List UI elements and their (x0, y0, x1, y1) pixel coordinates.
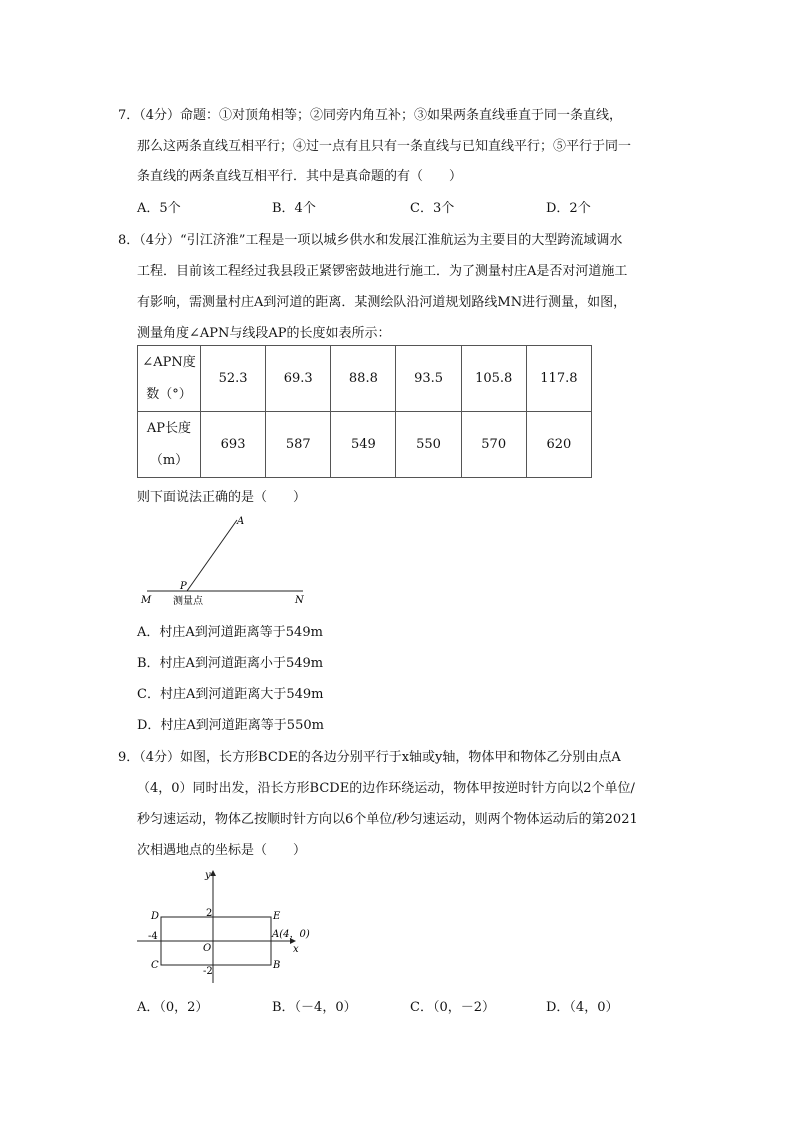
coordinate-figure (135, 868, 325, 988)
origin-label: O (203, 943, 212, 954)
q8-line-3: 有影响，需测量村庄A到河道的距离．某测绘队沿河道规划路线MN进行测量，如图， (137, 295, 627, 310)
point-a-label: A (237, 516, 245, 527)
table-cell: 620 (526, 412, 591, 478)
segment-ap (187, 520, 237, 591)
measurement-table (137, 345, 592, 478)
q8-option-a[interactable]: A．村庄A到河道距离等于549m (137, 625, 323, 640)
measure-point-caption: 测量点 (173, 596, 203, 607)
q7-line-1: 7．（4分）命题：①对顶角相等；②同旁内角互补；③如果两条直线垂直于同一条直线， (118, 108, 623, 123)
x-axis-label: x (293, 944, 299, 955)
tick-neg4-label: -4 (148, 931, 158, 942)
table-cell: 693 (201, 412, 266, 478)
point-d-label: D (151, 911, 160, 922)
point-b-label: B (273, 960, 281, 971)
tick-2-label: 2 (206, 908, 213, 919)
q8-option-c[interactable]: C．村庄A到河道距离大于549m (137, 687, 324, 702)
q8-option-d[interactable]: D．村庄A到河道距离等于550m (137, 718, 324, 733)
point-p-label: P (180, 581, 187, 592)
table-header-angle: ∠APN度 数（°） (138, 346, 201, 412)
table-cell: 550 (396, 412, 461, 478)
point-n-label: N (295, 595, 304, 606)
q8-prompt: 则下面说法正确的是（ ） (137, 490, 307, 505)
table-cell: 570 (461, 412, 526, 478)
q9-line-2: （4，0）同时出发，沿长方形BCDE的边作环绕运动，物体甲按逆时针方向以2个单位/ (137, 781, 635, 796)
table-row (138, 412, 592, 478)
q8-line-1: 8．（4分）“引江济淮”工程是一项以城乡供水和发展江淮航运为主要目的大型跨流域调水 (118, 233, 623, 248)
table-cell: 69.3 (266, 346, 331, 412)
q7-option-b[interactable]: B．4个 (272, 201, 316, 216)
tick-neg2-label: -2 (203, 966, 213, 977)
q8-option-b[interactable]: B．村庄A到河道距离小于549m (137, 656, 324, 671)
table-cell: 88.8 (331, 346, 396, 412)
table-row (138, 346, 592, 412)
q9-line-3: 秒匀速运动，物体乙按顺时针方向以6个单位/秒匀速运动，则两个物体运动后的第2021 (137, 812, 638, 827)
table-cell: 93.5 (396, 346, 461, 412)
q9-option-d[interactable]: D．（4，0） (546, 1000, 619, 1015)
q9-line-1: 9．（4分）如图，长方形BCDE的各边分别平行于x轴或y轴，物体甲和物体乙分别由点A (118, 750, 621, 765)
point-e-label: E (273, 911, 281, 922)
q8-line-4: 测量角度∠APN与线段AP的长度如表所示： (137, 326, 391, 341)
point-c-label: C (151, 960, 159, 971)
point-a-label: A(4，0) (272, 929, 310, 940)
table-cell: 117.8 (526, 346, 591, 412)
y-axis-label: y (205, 870, 211, 881)
q9-option-b[interactable]: B．（－4，0） (272, 1000, 357, 1015)
point-m-label: M (141, 595, 152, 606)
table-cell: 549 (331, 412, 396, 478)
table-cell: 52.3 (201, 346, 266, 412)
q7-line-2: 那么这两条直线互相平行；④过一点有且只有一条直线与已知直线平行；⑤平行于同一 (137, 139, 632, 154)
q7-option-d[interactable]: D．2个 (546, 201, 591, 216)
q7-option-a[interactable]: A．5个 (137, 201, 181, 216)
q8-line-2: 工程．目前该工程经过我县段正紧锣密鼓地进行施工．为了测量村庄A是否对河道施工 (137, 264, 628, 279)
q9-option-a[interactable]: A．（0，2） (137, 1000, 209, 1015)
table-header-length: AP长度 （m） (138, 412, 201, 478)
river-measurement-figure (135, 512, 315, 608)
q7-line-3: 条直线的两条直线互相平行．其中是真命题的有（ ） (137, 169, 463, 184)
table-cell: 105.8 (461, 346, 526, 412)
q9-line-4: 次相遇地点的坐标是（ ） (137, 843, 307, 858)
q9-option-c[interactable]: C．（0，－2） (410, 1000, 495, 1015)
table-cell: 587 (266, 412, 331, 478)
q7-option-c[interactable]: C．3个 (410, 201, 455, 216)
